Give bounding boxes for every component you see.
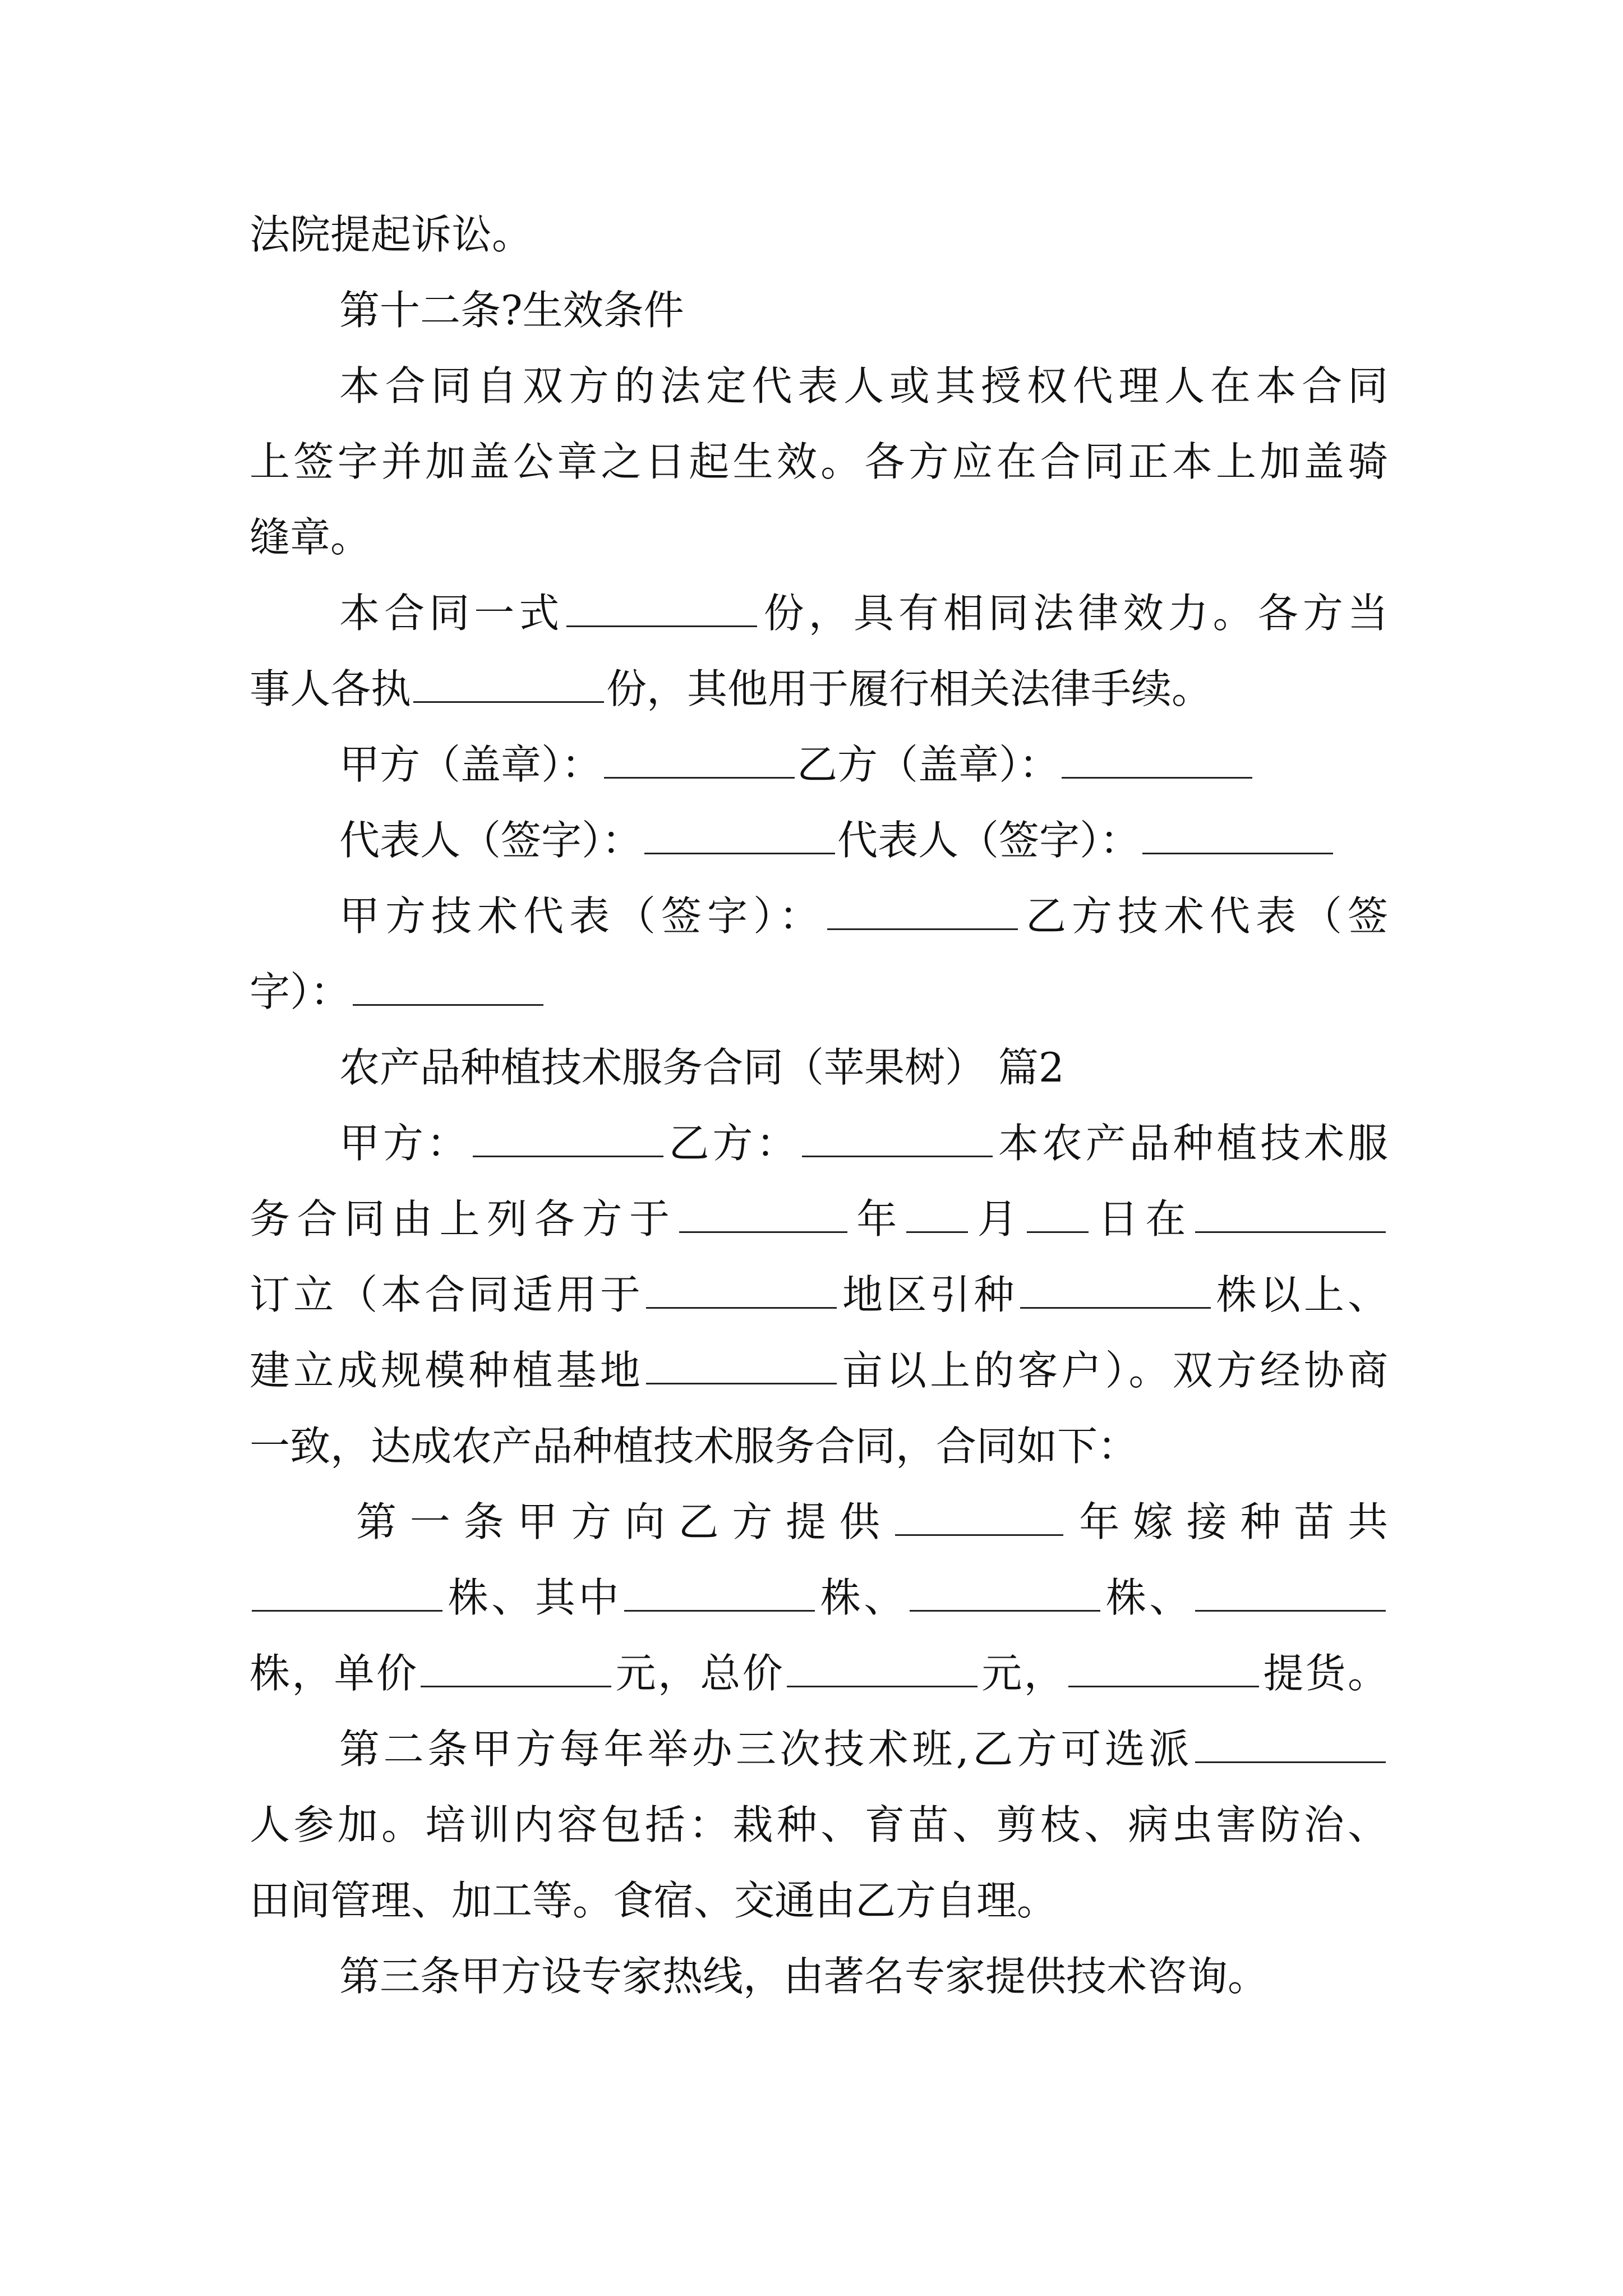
fill-in-blank (413, 662, 604, 703)
text: 株、 (817, 1574, 908, 1621)
paragraph-line (250, 1418, 1388, 1474)
text: 元， (979, 1650, 1066, 1697)
paragraph-line (356, 1494, 1388, 1550)
text: 株、其中 (445, 1574, 623, 1621)
paragraph-line (250, 206, 1388, 263)
signature-line (339, 737, 1388, 793)
text: 第三条甲方设专家热线，由著名专家提供技术咨询。 (339, 1953, 1269, 2000)
paragraph-line (339, 1721, 1388, 1777)
fill-in-blank (787, 1646, 978, 1687)
text: 乙方技术代表（签 (1020, 892, 1388, 940)
text: 本农产品种植技术服 (995, 1120, 1388, 1167)
text: 人参加。培训内容包括：栽种、育苗、剪枝、病虫害防治、 (250, 1801, 1388, 1848)
paragraph-line (250, 1645, 1388, 1701)
section-title (339, 1039, 1388, 1096)
text: 甲方技术代表（签字）： (339, 892, 825, 940)
text: 务合同由上列各方于 (250, 1195, 677, 1243)
paragraph-line (250, 434, 1388, 490)
fill-in-blank (802, 1116, 993, 1157)
fill-in-blank (906, 1192, 968, 1233)
text: 乙方： (665, 1120, 800, 1167)
paragraph-line (250, 661, 1388, 717)
paragraph-line (250, 1570, 1388, 1626)
text: 亩以上的客户）。双方经协商 (838, 1347, 1388, 1394)
section-heading (339, 282, 1388, 338)
fill-in-blank (1062, 738, 1252, 779)
fill-in-blank (646, 1343, 837, 1384)
paragraph-line (339, 1115, 1388, 1171)
paragraph-line (339, 585, 1388, 641)
text: 年 (849, 1195, 904, 1243)
paragraph-line (250, 1872, 1388, 1929)
signature-line (339, 812, 1388, 868)
text: 字）： (250, 968, 351, 1015)
fill-in-blank (252, 1571, 442, 1612)
text: 农产品种植技术服务合同（苹果树） 篇2 (339, 1044, 1064, 1091)
text: 甲方： (339, 1120, 471, 1167)
signature-line (250, 964, 1388, 1020)
fill-in-blank (827, 889, 1018, 930)
text: 田间管理、加工等。食宿、交通由乙方自理。 (250, 1877, 1058, 1924)
text: 日在 (1091, 1195, 1193, 1243)
fill-in-blank (646, 1268, 837, 1309)
fill-in-blank (1195, 1722, 1386, 1763)
text: 提货。 (1261, 1650, 1388, 1697)
paragraph-line (250, 1342, 1388, 1398)
text: 乙方（盖章）： (797, 741, 1060, 788)
text: 份，其他用于履行相关法律手续。 (606, 665, 1212, 712)
fill-in-blank (421, 1646, 611, 1687)
fill-in-blank (353, 965, 543, 1006)
text: 订立（本合同适用于 (250, 1271, 644, 1318)
text: 年嫁接种苗共 (1066, 1498, 1388, 1545)
text: 代表人（签字）： (837, 817, 1141, 864)
text: 第十二条?生效条件 (339, 287, 684, 334)
fill-in-blank (1195, 1571, 1386, 1612)
text: 一致，达成农产品种植技术服务合同，合同如下： (250, 1423, 1138, 1470)
signature-line (339, 888, 1388, 944)
text: 代表人（签字）： (339, 817, 643, 864)
fill-in-blank (1020, 1268, 1211, 1309)
paragraph-line (339, 1948, 1388, 2004)
text: 第二条甲方每年举办三次技术班,乙方可选派 (339, 1726, 1193, 1773)
text: 缝章。 (250, 514, 371, 561)
text: 株，单价 (250, 1650, 419, 1697)
text: 月 (970, 1195, 1025, 1243)
fill-in-blank (473, 1116, 663, 1157)
text: 事人各执 (250, 665, 412, 712)
text: 地区引种 (838, 1271, 1018, 1318)
fill-in-blank (1195, 1192, 1386, 1233)
text: 第一条甲方向乙方提供 (356, 1498, 893, 1545)
fill-in-blank (1142, 813, 1333, 854)
text: 上签字并加盖公章之日起生效。各方应在合同正本上加盖骑 (250, 438, 1388, 485)
paragraph-line (250, 1797, 1388, 1853)
text: 法院提起诉讼。 (250, 211, 533, 258)
text: 甲方（盖章）： (339, 741, 602, 788)
text: 元，总价 (614, 1650, 785, 1697)
paragraph-line (250, 509, 1388, 565)
text: 本合同自双方的法定代表人或其授权代理人在本合同 (339, 362, 1388, 409)
fill-in-blank (566, 586, 757, 627)
text: 本合同一式 (339, 590, 564, 637)
fill-in-blank (1027, 1192, 1089, 1233)
fill-in-blank (644, 813, 835, 854)
paragraph-line (250, 1191, 1388, 1247)
paragraph-line (250, 1267, 1388, 1323)
fill-in-blank (895, 1495, 1063, 1536)
fill-in-blank (910, 1571, 1100, 1612)
text: 份，具有相同法律效力。各方当 (759, 590, 1388, 637)
fill-in-blank (604, 738, 795, 779)
fill-in-blank (679, 1192, 847, 1233)
fill-in-blank (1068, 1646, 1259, 1687)
text: 株以上、 (1212, 1271, 1388, 1318)
text: 建立成规模种植基地 (250, 1347, 644, 1394)
text: 株、 (1103, 1574, 1193, 1621)
paragraph-line (339, 358, 1388, 414)
fill-in-blank (624, 1571, 815, 1612)
